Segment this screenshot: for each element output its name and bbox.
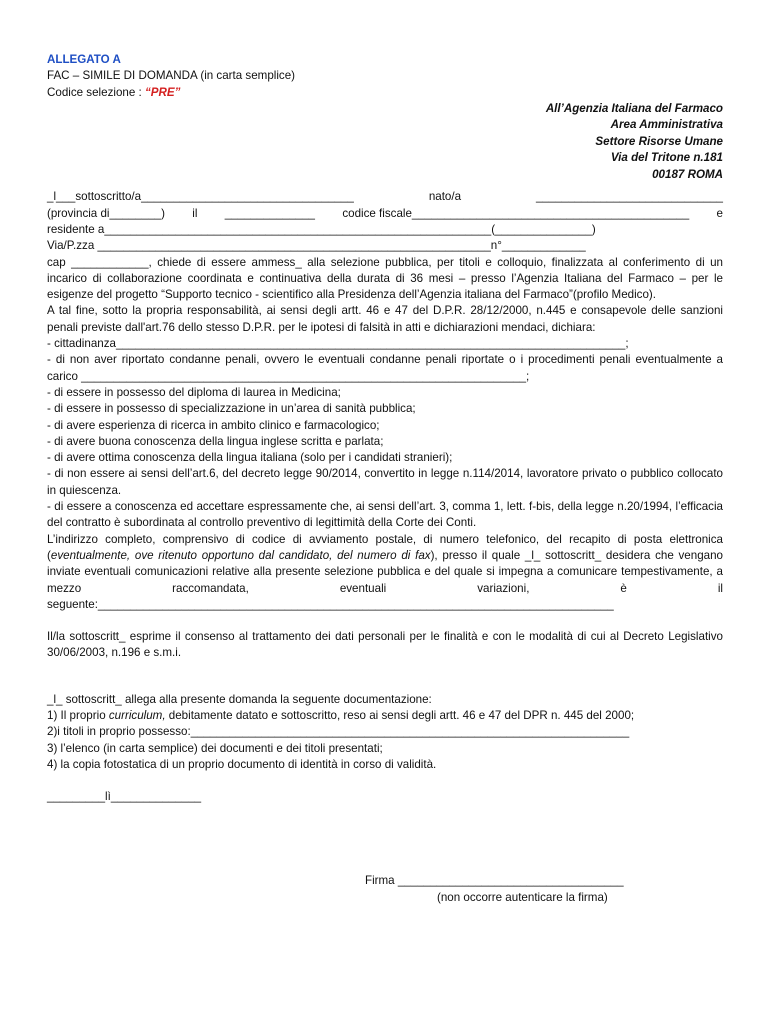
recipient-address: [47, 101, 723, 184]
consent-paragraph: Il/la sottoscritt_ esprime il consenso al trattamento dei dati personali per le finalità e con le modalità di cui al Decreto Legislativo 30/06/2003, n.196 e s.m.i.: [47, 630, 723, 660]
address-paragraph: L’indirizzo completo, comprensivo di codice di avviamento postale, di numero telefonico, del recapito di posta elettronica (eventualmente, ove ritenuto opportuno dal candidato, del numero di fax), presso il quale _l_ sottoscritt_ desidera che vengano inviate eventuali comunicazioni relative alla presente selezione pubblica e del quale si impegna a comunicare tempestivamente, a mezzo raccomandata, eventuali variazioni, è il seguente:________________________________________________________________________________: [47, 532, 723, 611]
selection-code-value: “PRE”: [144, 85, 181, 99]
and-label: e: [716, 206, 723, 220]
place-date-field: _________lì______________: [47, 790, 202, 804]
attachment-2: 2)i titoli in proprio possesso:____________________________________________________________________: [47, 725, 630, 739]
attachment-3: 3) l’elenco (in carta semplice) dei documenti e dei titoli presentati;: [47, 741, 383, 755]
birthdate-field: ______________: [224, 206, 316, 220]
declaration-item-9: - di essere a conoscenza ed accettare espressamente che, ai sensi dell’art. 3, comma 1, lett. f-bis, della legge n.20/1994, l’efficacia del contratto è subordinata al controllo preventivo di legittimità della Corte dei Conti.: [47, 500, 723, 530]
applicant-name-field: _l___sottoscritto/a_________________________________: [47, 190, 354, 204]
declaration-item-5: - di avere esperienza di ricerca in ambito clinico e farmacologico;: [47, 418, 380, 432]
selection-code: [47, 85, 723, 101]
attachments-intro: _l_ sottoscritt_ allega alla presente domanda la seguente documentazione:: [47, 692, 432, 706]
declaration-item-1: - cittadinanza_______________________________________________________________________________;: [47, 337, 629, 351]
attachment-1: 1) Il proprio curriculum, debitamente datato e sottoscritto, reso ai sensi degli artt. 46 e 47 del DPR n. 445 del 2000;: [47, 709, 635, 722]
declaration-paragraph: A tal fine, sotto la propria responsabilità, ai sensi degli artt. 46 e 47 del D.P.R. 28/12/2000, n.445 e consapevole delle sanzioni penali previste dall'art.76 dello stesso D.P.R. per le ipotesi di falsità in atti e dichiarazioni mendaci, dichiara:: [47, 304, 723, 334]
on-label: il: [192, 206, 198, 220]
declaration-item-8: - di non essere ai sensi dell’art.6, del decreto legge 90/2014, convertito in legge n.114/2014, lavoratore privato o pubblico collocato in quiescenza.: [47, 467, 723, 497]
selection-code-label: Codice selezione :: [47, 85, 145, 99]
declaration-item-6: - di avere buona conoscenza della lingua inglese scritta e parlata;: [47, 434, 384, 448]
address-line-5: 00187 ROMA: [652, 167, 723, 181]
declaration-item-4: - di essere in possesso di specializzazione in un’area di sanità pubblica;: [47, 402, 416, 416]
address-line-2: Area Amministrativa: [610, 118, 723, 132]
declaration-item-3: - di essere in possesso del diploma di laurea in Medicina;: [47, 385, 341, 399]
declaration-item-7: - di avere ottima conoscenza della lingua italiana (solo per i candidati stranieri);: [47, 451, 453, 465]
address-line-3: Settore Risorse Umane: [595, 134, 723, 148]
applicant-name-row: [47, 189, 723, 205]
residence-row: residente a____________________________________________________________(_______________): [47, 222, 596, 236]
request-paragraph: cap ____________, chiede di essere ammess_ alla selezione pubblica, per titoli e colloquio, finalizzata al conferimento di un incarico di collaborazione coordinata e continuativa della durata di 36 mesi – presso l’Agenzia Italiana del Farmaco – per le esigenze del progetto “Supporto tecnico - scientifico alla Presidenza dell’Agenzia italiana del Farmaco”(profilo Medico).: [47, 255, 723, 302]
address-line-4: Via del Tritone n.181: [610, 151, 723, 165]
declaration-item-2: - di non aver riportato condanne penali, ovvero le eventuali condanne penali riportate o i procedimenti penali eventualmente a carico _____________________________________________________________________;: [47, 353, 723, 383]
signature-note: (non occorre autenticare la firma): [437, 890, 608, 904]
born-label: nato/a: [428, 190, 462, 204]
address-line-1: All’Agenzia Italiana del Farmaco: [545, 101, 723, 115]
form-title: FAC – SIMILE DI DOMANDA (in carta semplice): [47, 69, 296, 83]
document-page: [47, 52, 723, 906]
province-row: [47, 206, 723, 222]
signature-line: Firma ___________________________________: [365, 874, 624, 888]
tax-code-field: codice fiscale___________________________________________: [342, 206, 690, 220]
street-row: Via/P.zza _____________________________________________________________n°_____________: [47, 239, 586, 253]
attachment-4: 4) la copia fotostatica di un proprio documento di identità in corso di validità.: [47, 757, 437, 771]
fax-note: eventualmente, ove ritenuto opportuno dal candidato, del numero di fax: [50, 548, 431, 562]
province-field: (provincia di________): [47, 206, 165, 220]
allegato-heading: ALLEGATO A: [47, 53, 121, 66]
birthplace-field: _____________________________: [535, 190, 723, 204]
